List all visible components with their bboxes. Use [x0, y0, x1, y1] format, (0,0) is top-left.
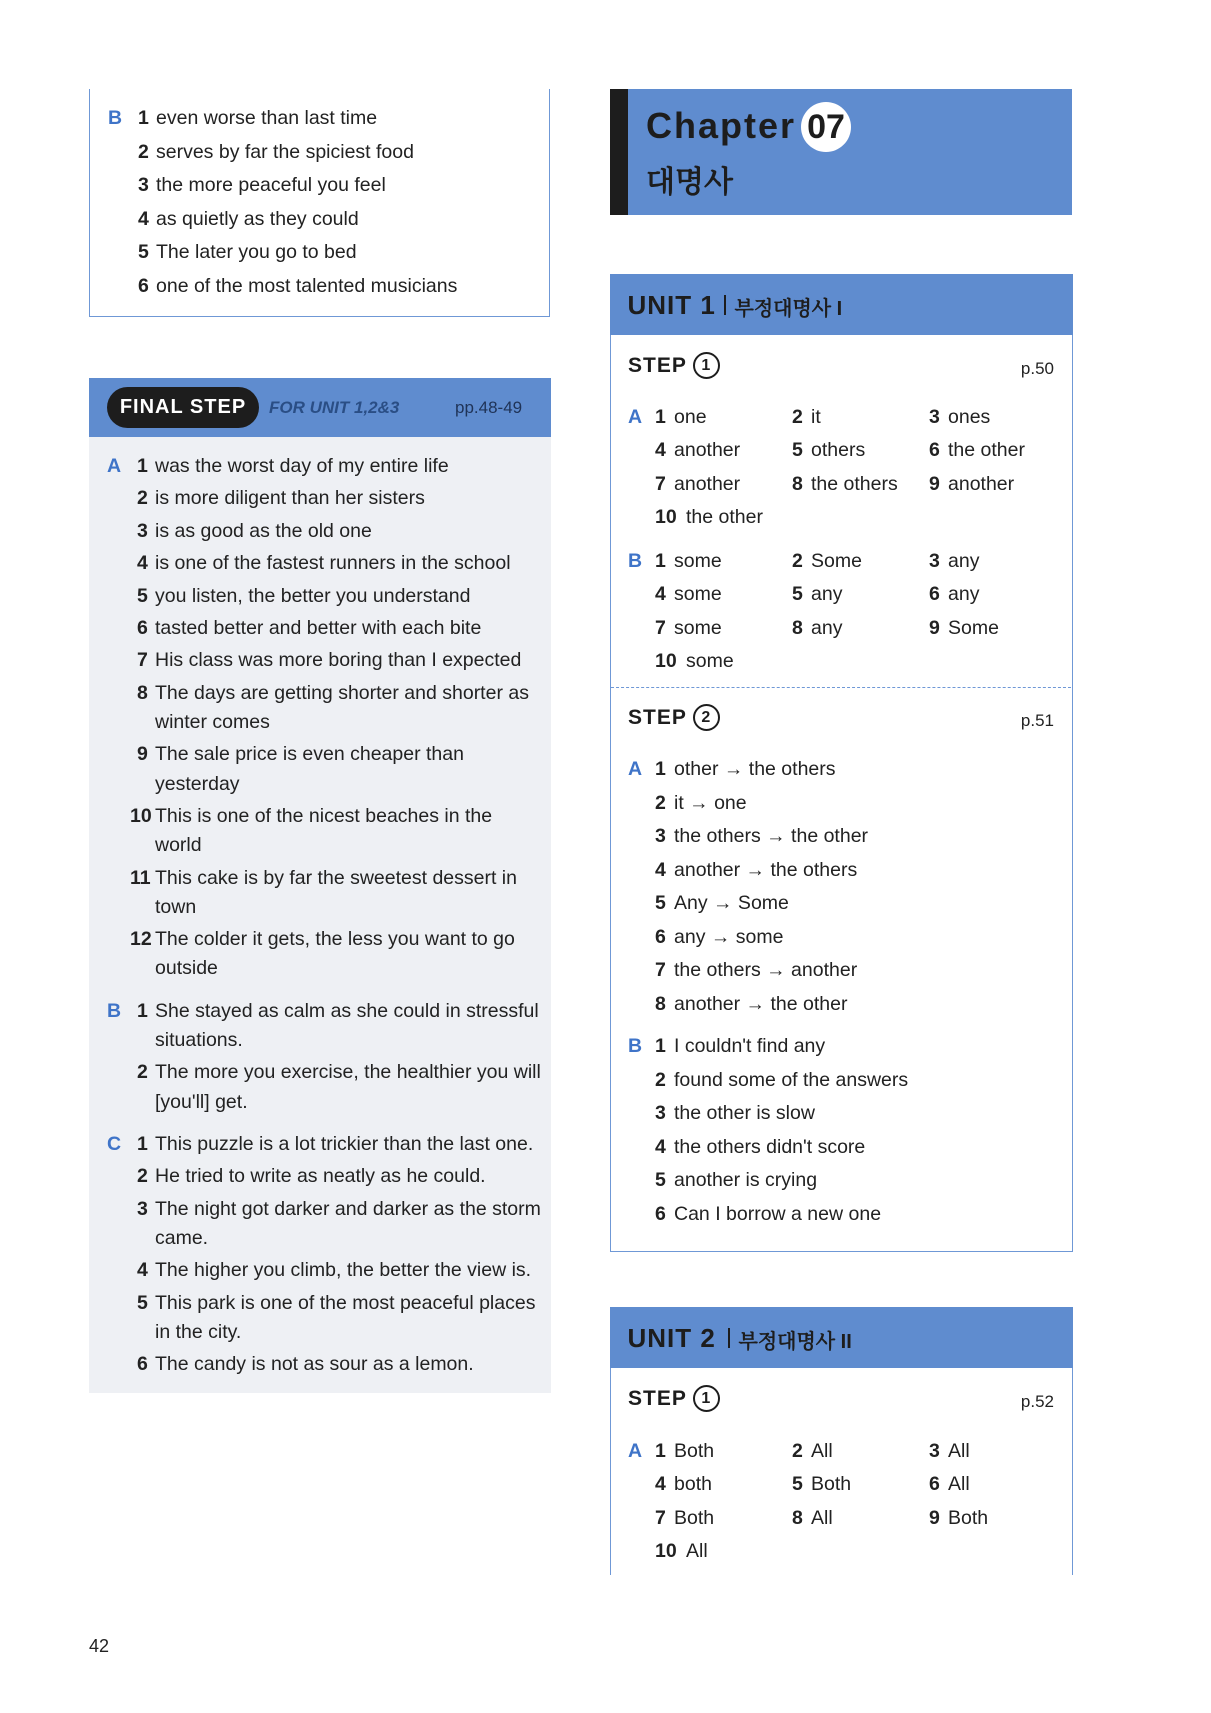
answer-text: even worse than last time — [156, 107, 378, 129]
answer-number: 12 — [130, 928, 152, 951]
chapter-word: Chapter — [646, 105, 797, 146]
answer-number: 10 — [655, 506, 677, 529]
answer-number: 7 — [137, 649, 148, 672]
answer-text: one — [674, 406, 707, 428]
unit-2-header — [610, 1307, 1073, 1368]
answer-number: 2 — [137, 1165, 148, 1188]
answer-number: 5 — [137, 1291, 148, 1314]
answer-number: 2 — [792, 550, 803, 572]
answer-text: found some of the answers — [674, 1068, 909, 1091]
answer-text: situations. — [155, 1029, 243, 1051]
unit-2-box — [610, 1307, 1073, 1575]
answer-number: 4 — [655, 1135, 666, 1158]
answer-number: 9 — [929, 616, 940, 639]
answer-text: ones — [948, 406, 991, 428]
answer-text: the others didn't score — [674, 1135, 866, 1158]
answer-text: the other — [948, 439, 1025, 462]
answer-number: 1 — [137, 455, 148, 477]
answer-number: 4 — [137, 552, 148, 575]
answer-text: any — [811, 583, 843, 606]
unit-2-step-1-page: p.52 — [1020, 1392, 1054, 1411]
answer-number: 4 — [655, 1473, 666, 1496]
answer-number: 5 — [792, 1473, 803, 1496]
answer-number: 3 — [137, 519, 148, 542]
answer-text: is as good as the old one — [155, 519, 372, 542]
answer-number: 10 — [130, 805, 152, 827]
answer-number: 3 — [138, 174, 149, 197]
answer-text: This is one of the nicest beaches in the — [155, 805, 493, 827]
answer-number: 2 — [792, 406, 803, 428]
answer-text: any — [948, 550, 980, 572]
answer-text: some — [674, 550, 722, 572]
answer-text: the other — [686, 506, 763, 529]
answer-number: 1 — [137, 1133, 148, 1155]
answer-number: 6 — [137, 1353, 148, 1376]
unit-2-step-1-label — [628, 1385, 720, 1412]
unit-1-step-1-page: p.50 — [1020, 359, 1054, 378]
answer-text: Can I borrow a new one — [674, 1202, 882, 1225]
step-word: STEP — [628, 1387, 687, 1410]
answer-number: 7 — [655, 472, 666, 495]
step-number-circle: 2 — [693, 704, 720, 731]
answer-number: 7 — [655, 616, 666, 639]
answer-number: 3 — [929, 406, 940, 428]
answer-text: in the city. — [155, 1321, 242, 1343]
answer-text: The night got darker and darker as the storm — [155, 1197, 541, 1220]
unit-2-title: 부정대명사 II — [738, 1330, 852, 1353]
answer-text: Any → Some — [674, 892, 789, 914]
final-step-pages: pp.48-49 — [455, 398, 523, 417]
answer-text: another — [674, 439, 741, 462]
answer-text: any → some — [674, 925, 784, 948]
answer-text: All — [948, 1440, 970, 1462]
section-label-b: B — [107, 999, 122, 1022]
section-label-a: A — [628, 406, 643, 428]
answer-number: 4 — [655, 439, 666, 462]
answer-text: serves by far the spiciest food — [156, 140, 414, 163]
answer-number: 5 — [792, 583, 803, 606]
answer-number: 7 — [655, 959, 666, 981]
answer-text: another — [674, 472, 741, 495]
answer-number: 9 — [929, 472, 940, 495]
answer-number: 1 — [655, 406, 666, 428]
answer-text: world — [155, 834, 202, 857]
answer-text: another is crying — [674, 1169, 818, 1191]
answer-number: 4 — [137, 1259, 148, 1282]
answer-number: 6 — [929, 1473, 940, 1496]
unit-1-step-2-page: p.51 — [1020, 711, 1054, 730]
answer-text: The more you exercise, the healthier you will — [155, 1061, 541, 1084]
answer-number: 8 — [792, 472, 803, 495]
unit-1-step-2-label — [628, 704, 720, 731]
answer-text: All — [686, 1540, 708, 1563]
answer-number: 7 — [655, 1506, 666, 1529]
answer-text: winter comes — [155, 711, 270, 733]
answer-number: 3 — [655, 1102, 666, 1124]
answer-number: 4 — [138, 207, 149, 230]
answer-number: 9 — [929, 1506, 940, 1529]
answer-number: 2 — [138, 140, 149, 163]
final-step-header — [89, 378, 551, 437]
answer-text: [you'll] get. — [155, 1090, 248, 1113]
answer-number: 6 — [137, 617, 148, 639]
final-step-for-units: FOR UNIT 1,2&3 — [269, 398, 400, 417]
answer-text: I couldn't find any — [674, 1035, 826, 1057]
chapter-accent-bar — [610, 89, 628, 215]
answer-number: 10 — [655, 1540, 677, 1563]
answer-text: town — [155, 895, 197, 918]
section-label-b: B — [628, 1035, 643, 1057]
step-word: STEP — [628, 354, 687, 377]
unit-1-title: 부정대명사 I — [734, 297, 843, 320]
answer-text: the others → another — [674, 959, 858, 981]
answer-text: All — [811, 1440, 833, 1462]
chapter-number: 07 — [801, 102, 851, 152]
section-label-b: B — [628, 550, 643, 572]
answer-text: The days are getting shorter and shorter as — [155, 681, 529, 704]
answer-text: The candy is not as sour as a lemon. — [155, 1353, 474, 1376]
answer-text: This puzzle is a lot trickier than the last one. — [155, 1133, 534, 1155]
answer-number: 11 — [130, 866, 151, 889]
answer-text: came. — [155, 1227, 209, 1249]
answer-number: 10 — [655, 650, 677, 673]
answer-text: Both — [948, 1506, 989, 1529]
answer-number: 8 — [792, 616, 803, 639]
section-label-a: A — [628, 758, 643, 780]
answer-text: yesterday — [155, 772, 240, 795]
answer-text: the other is slow — [674, 1102, 815, 1124]
unit-2-divider — [728, 1328, 730, 1348]
answer-text: Some — [948, 616, 999, 639]
unit-1-box — [610, 274, 1073, 1252]
answer-text: All — [811, 1506, 833, 1529]
answer-text: tasted better and better with each bite — [155, 617, 482, 639]
answer-number: 1 — [137, 999, 148, 1022]
answer-text: it → one — [674, 791, 747, 814]
answer-text: All — [948, 1473, 970, 1496]
answer-number: 6 — [655, 925, 666, 948]
answer-number: 1 — [655, 1440, 666, 1462]
answer-number: 2 — [137, 1061, 148, 1084]
answer-number: 3 — [655, 825, 666, 847]
answer-number: 6 — [929, 439, 940, 462]
answer-text: another → the other — [674, 992, 848, 1015]
answer-text: it — [811, 406, 821, 428]
answer-number: 2 — [792, 1440, 803, 1462]
answer-number: 8 — [655, 992, 666, 1015]
unit-1-header — [610, 274, 1073, 335]
answer-text: you listen, the better you understand — [155, 584, 471, 607]
answer-text: was the worst day of my entire life — [155, 455, 449, 477]
answer-text: any — [948, 583, 980, 606]
answer-text: He tried to write as neatly as he could. — [155, 1165, 486, 1188]
step-number-circle: 1 — [693, 352, 720, 379]
answer-text: the more peaceful you feel — [156, 174, 386, 197]
answer-number: 1 — [655, 550, 666, 572]
step-word: STEP — [628, 706, 687, 729]
answer-text: is more diligent than her sisters — [155, 487, 425, 510]
answer-number: 3 — [137, 1197, 148, 1220]
answer-text: as quietly as they could — [156, 207, 359, 230]
answer-number: 5 — [655, 892, 666, 914]
previous-answers-box — [89, 89, 550, 317]
answer-text: This park is one of the most peaceful places — [155, 1291, 536, 1314]
answer-text: Both — [811, 1473, 852, 1496]
section-label-c: C — [107, 1133, 122, 1155]
answer-text: some — [686, 650, 734, 673]
section-label-a: A — [107, 455, 122, 477]
unit-2-label: UNIT 2 — [627, 1322, 716, 1353]
step-divider — [611, 687, 1071, 688]
answer-text: both — [674, 1473, 712, 1496]
step-number-circle: 1 — [693, 1385, 720, 1412]
unit-1-step-1-label — [628, 352, 720, 379]
final-step-title: FINAL STEP — [107, 387, 259, 428]
section-label-b: B — [108, 107, 123, 129]
answer-text: The sale price is even cheaper than — [155, 743, 464, 766]
answer-number: 5 — [792, 439, 803, 462]
answer-text: This cake is by far the sweetest dessert in — [155, 866, 517, 889]
answer-number: 3 — [929, 1440, 940, 1462]
answer-text: The later you go to bed — [156, 241, 357, 264]
final-step-panel — [89, 378, 551, 1393]
answer-number: 8 — [792, 1506, 803, 1529]
answer-number: 9 — [137, 743, 148, 766]
answer-text: some — [674, 583, 722, 606]
answer-text: Both — [674, 1506, 715, 1529]
unit-1-divider — [724, 295, 726, 315]
answer-text: the others → the other — [674, 825, 869, 847]
answer-text: another → the others — [674, 858, 858, 881]
answer-text: one of the most talented musicians — [156, 275, 458, 297]
answer-text: Both — [674, 1440, 715, 1462]
section-label-a: A — [628, 1440, 643, 1462]
answer-text: Some — [811, 550, 862, 572]
answer-number: 6 — [138, 275, 149, 297]
answer-text: another — [948, 472, 1015, 495]
answer-text: any — [811, 616, 843, 639]
answer-number: 1 — [655, 1035, 666, 1057]
answer-number: 1 — [655, 758, 666, 780]
answer-number: 3 — [929, 550, 940, 572]
answer-number: 2 — [655, 1068, 666, 1091]
answer-number: 4 — [655, 858, 666, 881]
answer-number: 4 — [655, 583, 666, 606]
unit-1-label: UNIT 1 — [627, 289, 716, 320]
answer-number: 2 — [137, 487, 148, 510]
answer-number: 5 — [138, 241, 149, 264]
chapter-title: 대명사 — [646, 166, 733, 199]
answer-text: His class was more boring than I expected — [155, 649, 522, 672]
page-number: 42 — [89, 1636, 110, 1656]
answer-text: is one of the fastest runners in the school — [155, 552, 511, 575]
answer-text: some — [674, 616, 722, 639]
answer-number: 6 — [929, 583, 940, 606]
answer-text: She stayed as calm as she could in stressful — [155, 999, 539, 1022]
chapter-header — [610, 89, 1072, 215]
answer-number: 6 — [655, 1202, 666, 1225]
answer-number: 8 — [137, 681, 148, 704]
answer-number: 2 — [655, 791, 666, 814]
answer-text: others — [811, 439, 866, 462]
answer-text: the others — [811, 472, 898, 495]
answer-text: The colder it gets, the less you want to go — [155, 928, 515, 951]
answer-text: The higher you climb, the better the view is. — [155, 1259, 532, 1282]
answer-number: 5 — [137, 584, 148, 607]
answer-text: other → the others — [674, 758, 836, 780]
answer-number: 1 — [138, 107, 149, 129]
answer-number: 5 — [655, 1169, 666, 1191]
answer-text: outside — [155, 957, 218, 980]
